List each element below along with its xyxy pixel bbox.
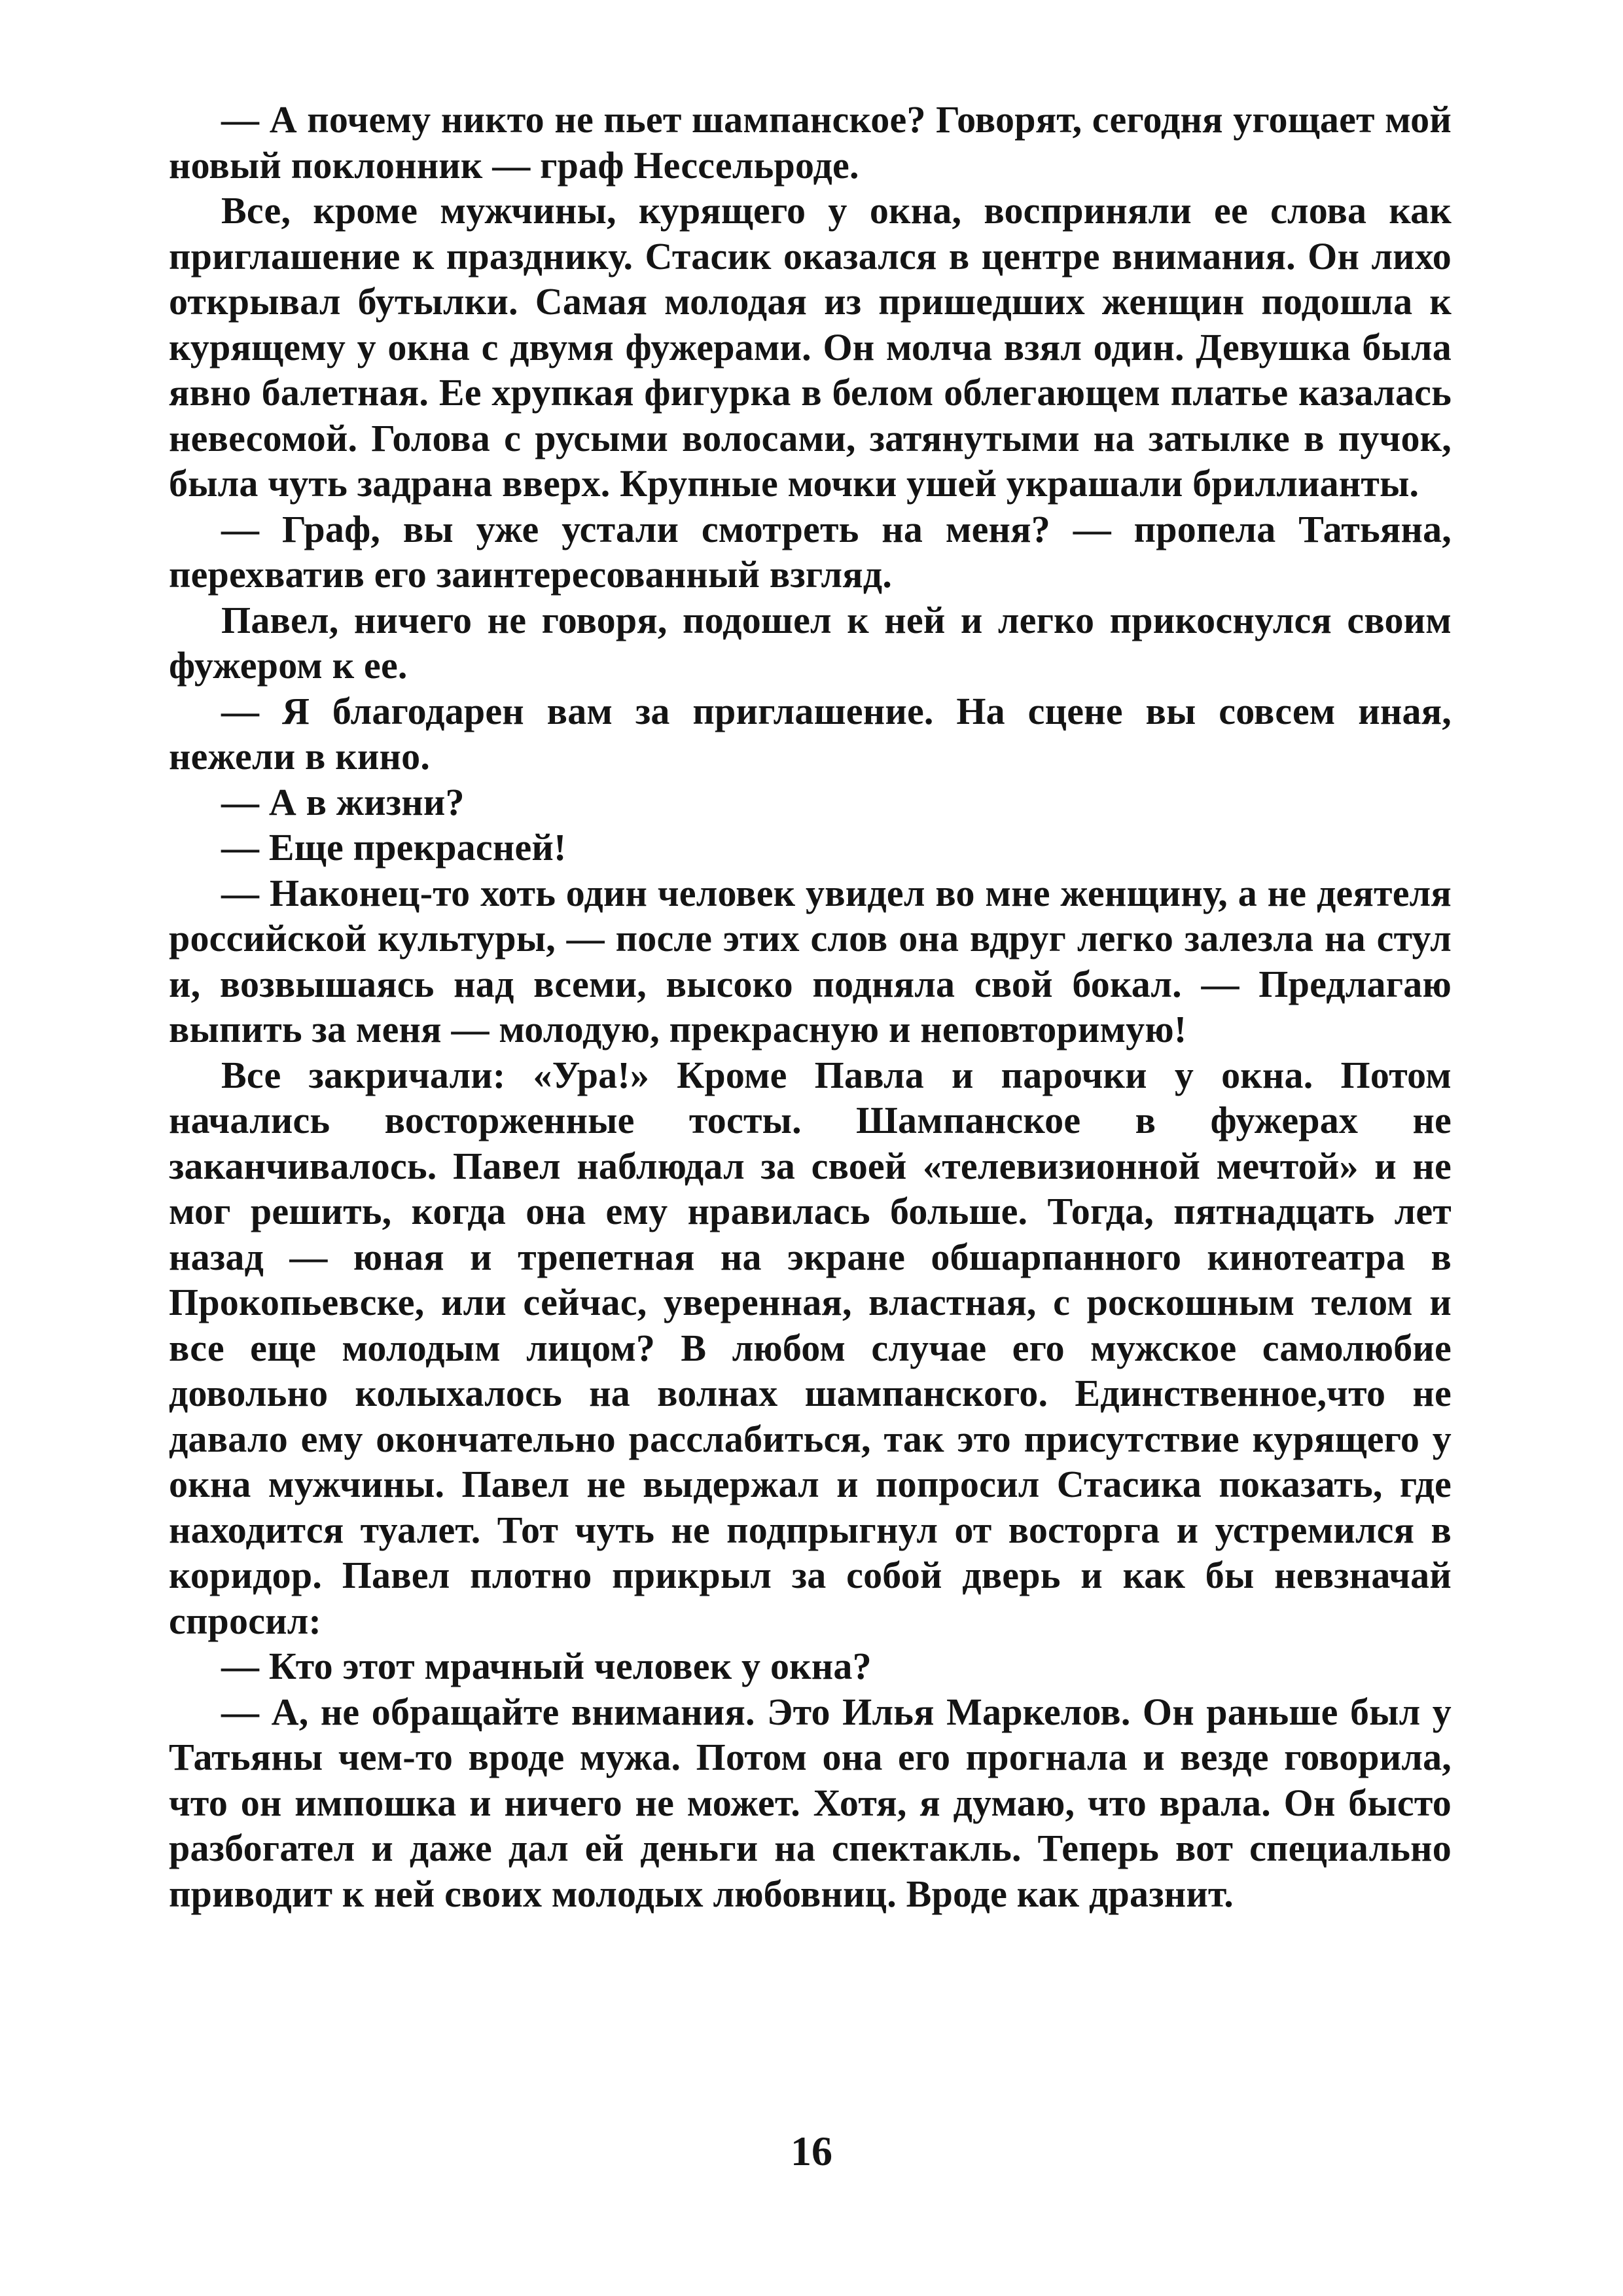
paragraph: Все, кроме мужчины, курящего у окна, восприняли ее слова как приглашение к празднику. Стасик оказался в центре внимания. Он лихо открывал бутылки. Самая молодая из пришедших женщин подошла к курящему у окна с двумя фужерами. Он молча взял один. Девушка была явно балетная. Ее хрупкая фигурка в белом облегающем платье казалась невесомой. Голова с русыми волосами, затянутыми на затылке в пучок, была чуть задрана вверх. Крупные мочки ушей украшали бриллианты. [169,189,1452,505]
paragraph: — А в жизни? [221,780,465,823]
page-number: 16 [791,2128,832,2174]
paragraph: — А почему никто не пьет шампанское? Говорят, сегодня угощает мой новый поклонник — граф Нессельроде. [169,98,1452,187]
paragraph: — Еще прекрасней! [221,826,567,869]
paragraph: Все закричали: «Ура!» Кроме Павла и парочки у окна. Потом начались восторженные тосты. Шампанское в фужерах не заканчивалось. Павел наблюдал за своей «телевизионной мечтой» и не мог решить, когда она ему нравилась больше. Тогда, пятнадцать лет назад — юная и трепетная на экране обшарпанного кинотеатра в Прокопьевске, или сейчас, уверенная, властная, с роскошным телом и все еще молодым лицом? В любом случае его мужское самолюбие довольно колыхалось на волнах шампанского. Единственное,что не давало ему окончательно расслабиться, так это присутствие курящего у окна мужчины. Павел не выдержал и попросил Стасика показать, где находится туалет. Тот чуть не подпрыгнул от восторга и устремился в коридор. Павел плотно прикрыл за собой дверь и как бы невзначай спросил: [169,1053,1452,1642]
paragraph: — Граф, вы уже устали смотреть на меня? — пропела Татьяна, перехватив его заинтересованный взгляд. [169,507,1452,596]
body-text [169,97,1452,1916]
paragraph: — Кто этот мрачный человек у окна? [221,1645,872,1687]
paragraph: — Наконец-то хоть один человек увидел во мне женщину, а не деятеля российской культуры, — после этих слов она вдруг легко залезла на стул и, возвышаясь над всеми, высоко подняла свой бокал. — Предлагаю выпить за меня — молодую, прекрасную и неповторимую! [169,871,1452,1050]
paragraph: — Я благодарен вам за приглашение. На сцене вы совсем иная, нежели в кино. [169,689,1452,778]
paragraph: Павел, ничего не говоря, подошел к ней и легко прикоснулся своим фужером к ее. [169,598,1452,687]
paragraph: — А, не обращайте внимания. Это Илья Маркелов. Он раньше был у Татьяны чем-то вроде мужа. Потом она его прогнала и везде говорила, что он импошка и ничего не может. Хотя, я думаю, что врала. Он бысто разбогател и даже дал ей деньги на спектакль. Теперь вот специально приводит к ней своих молодых любовниц. Вроде как дразнит. [169,1690,1452,1915]
